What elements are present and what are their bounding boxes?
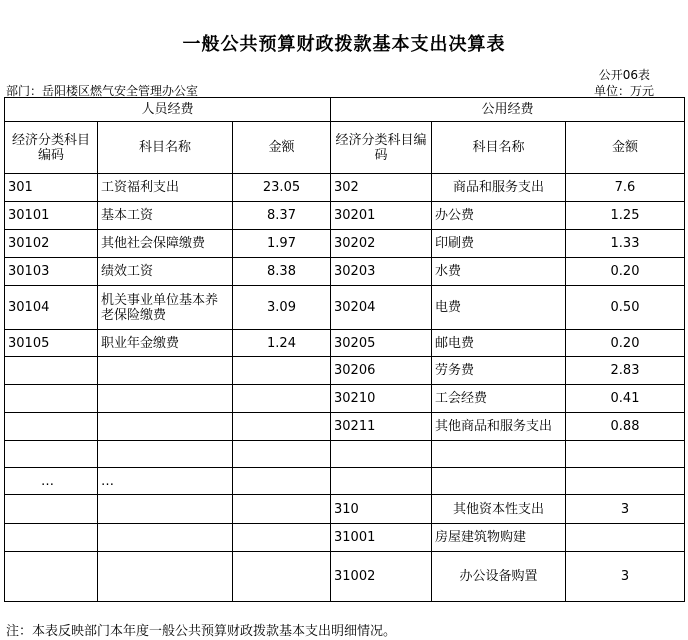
cell-lname: 机关事业单位基本养老保险缴费 bbox=[98, 286, 233, 330]
expenditure-table bbox=[4, 97, 685, 602]
cell-lamt bbox=[233, 552, 331, 602]
cell-rcode: 30202 bbox=[331, 230, 432, 258]
cell-lamt bbox=[233, 385, 331, 413]
table-row bbox=[5, 441, 685, 468]
cell-lname: 基本工资 bbox=[98, 202, 233, 230]
cell-rcode: 30211 bbox=[331, 413, 432, 441]
cell-lcode bbox=[5, 385, 98, 413]
cell-rname bbox=[432, 468, 566, 495]
cell-lcode bbox=[5, 524, 98, 552]
page-title: 一般公共预算财政拨款基本支出决算表 bbox=[182, 34, 506, 55]
cell-lcode bbox=[5, 552, 98, 602]
cell-rname: 工会经费 bbox=[432, 385, 566, 413]
cell-lamt: 8.37 bbox=[233, 202, 331, 230]
header-left-amount: 金额 bbox=[233, 122, 331, 174]
table-row bbox=[5, 552, 685, 602]
table-row bbox=[5, 174, 685, 202]
cell-ramt: 1.33 bbox=[566, 230, 685, 258]
cell-ramt bbox=[566, 524, 685, 552]
cell-lcode bbox=[5, 413, 98, 441]
header-right-name: 科目名称 bbox=[432, 122, 566, 174]
section-header-row bbox=[5, 98, 685, 122]
cell-lname bbox=[98, 495, 233, 524]
cell-rcode: 310 bbox=[331, 495, 432, 524]
table-row bbox=[5, 495, 685, 524]
cell-rname: 办公费 bbox=[432, 202, 566, 230]
table-row bbox=[5, 468, 685, 495]
cell-lamt: 1.97 bbox=[233, 230, 331, 258]
cell-lamt bbox=[233, 357, 331, 385]
cell-ramt: 7.6 bbox=[566, 174, 685, 202]
cell-rcode bbox=[331, 468, 432, 495]
cell-lname bbox=[98, 385, 233, 413]
cell-lname bbox=[98, 524, 233, 552]
cell-lcode: 301 bbox=[5, 174, 98, 202]
cell-lname: 工资福利支出 bbox=[98, 174, 233, 202]
form-number: 公开06表 bbox=[598, 68, 650, 82]
cell-ramt: 2.83 bbox=[566, 357, 685, 385]
cell-ramt: 3 bbox=[566, 495, 685, 524]
cell-rname: 劳务费 bbox=[432, 357, 566, 385]
cell-lname: … bbox=[98, 468, 233, 495]
table-row bbox=[5, 258, 685, 286]
cell-lname: 绩效工资 bbox=[98, 258, 233, 286]
header-right-amount: 金额 bbox=[566, 122, 685, 174]
department-label: 部门：岳阳楼区燃气安全管理办公室 bbox=[6, 84, 199, 98]
cell-lname bbox=[98, 552, 233, 602]
cell-rname: 商品和服务支出 bbox=[432, 174, 566, 202]
cell-lname bbox=[98, 413, 233, 441]
table-row bbox=[5, 524, 685, 552]
cell-rname: 办公设备购置 bbox=[432, 552, 566, 602]
cell-ramt: 0.20 bbox=[566, 330, 685, 357]
cell-lcode: 30102 bbox=[5, 230, 98, 258]
header-left-code: 经济分类科目编码 bbox=[5, 122, 98, 174]
cell-rname: 房屋建筑物购建 bbox=[432, 524, 566, 552]
cell-lamt bbox=[233, 468, 331, 495]
cell-rcode: 30206 bbox=[331, 357, 432, 385]
table-row bbox=[5, 330, 685, 357]
cell-lcode: 30103 bbox=[5, 258, 98, 286]
cell-rcode: 31001 bbox=[331, 524, 432, 552]
cell-rcode: 30210 bbox=[331, 385, 432, 413]
cell-rname: 其他商品和服务支出 bbox=[432, 413, 566, 441]
cell-rcode: 30203 bbox=[331, 258, 432, 286]
cell-rname: 其他资本性支出 bbox=[432, 495, 566, 524]
footnote: 注：本表反映部门本年度一般公共预算财政拨款基本支出明细情况。 bbox=[6, 624, 397, 639]
table-row bbox=[5, 286, 685, 330]
cell-rname: 水费 bbox=[432, 258, 566, 286]
table-row bbox=[5, 357, 685, 385]
cell-rname: 印刷费 bbox=[432, 230, 566, 258]
cell-rname: 邮电费 bbox=[432, 330, 566, 357]
cell-lamt bbox=[233, 413, 331, 441]
cell-ramt: 0.50 bbox=[566, 286, 685, 330]
cell-lamt: 23.05 bbox=[233, 174, 331, 202]
cell-lname bbox=[98, 357, 233, 385]
cell-lcode bbox=[5, 495, 98, 524]
cell-lamt: 8.38 bbox=[233, 258, 331, 286]
cell-lcode: … bbox=[5, 468, 98, 495]
header-left-name: 科目名称 bbox=[98, 122, 233, 174]
cell-lamt bbox=[233, 441, 331, 468]
cell-lcode: 30104 bbox=[5, 286, 98, 330]
cell-lamt bbox=[233, 495, 331, 524]
cell-rcode: 30205 bbox=[331, 330, 432, 357]
header-right-code: 经济分类科目编码 bbox=[331, 122, 432, 174]
cell-ramt: 3 bbox=[566, 552, 685, 602]
column-header-row bbox=[5, 122, 685, 174]
unit-label: 单位：万元 bbox=[593, 84, 654, 98]
cell-lname: 其他社会保障缴费 bbox=[98, 230, 233, 258]
cell-rcode: 30204 bbox=[331, 286, 432, 330]
cell-ramt bbox=[566, 468, 685, 495]
cell-lname bbox=[98, 441, 233, 468]
cell-lcode: 30105 bbox=[5, 330, 98, 357]
cell-lcode bbox=[5, 357, 98, 385]
cell-rname: 电费 bbox=[432, 286, 566, 330]
table-row bbox=[5, 413, 685, 441]
table-row bbox=[5, 202, 685, 230]
cell-rcode bbox=[331, 441, 432, 468]
cell-lamt: 3.09 bbox=[233, 286, 331, 330]
cell-ramt bbox=[566, 441, 685, 468]
section-personnel: 人员经费 bbox=[5, 98, 331, 122]
table-row bbox=[5, 385, 685, 413]
cell-ramt: 0.41 bbox=[566, 385, 685, 413]
cell-rcode: 302 bbox=[331, 174, 432, 202]
cell-ramt: 0.20 bbox=[566, 258, 685, 286]
cell-rname bbox=[432, 441, 566, 468]
cell-ramt: 0.88 bbox=[566, 413, 685, 441]
cell-lcode: 30101 bbox=[5, 202, 98, 230]
cell-lamt: 1.24 bbox=[233, 330, 331, 357]
table-row bbox=[5, 230, 685, 258]
section-public: 公用经费 bbox=[331, 98, 685, 122]
cell-lamt bbox=[233, 524, 331, 552]
cell-rcode: 30201 bbox=[331, 202, 432, 230]
cell-ramt: 1.25 bbox=[566, 202, 685, 230]
cell-lname: 职业年金缴费 bbox=[98, 330, 233, 357]
cell-rcode: 31002 bbox=[331, 552, 432, 602]
cell-lcode bbox=[5, 441, 98, 468]
